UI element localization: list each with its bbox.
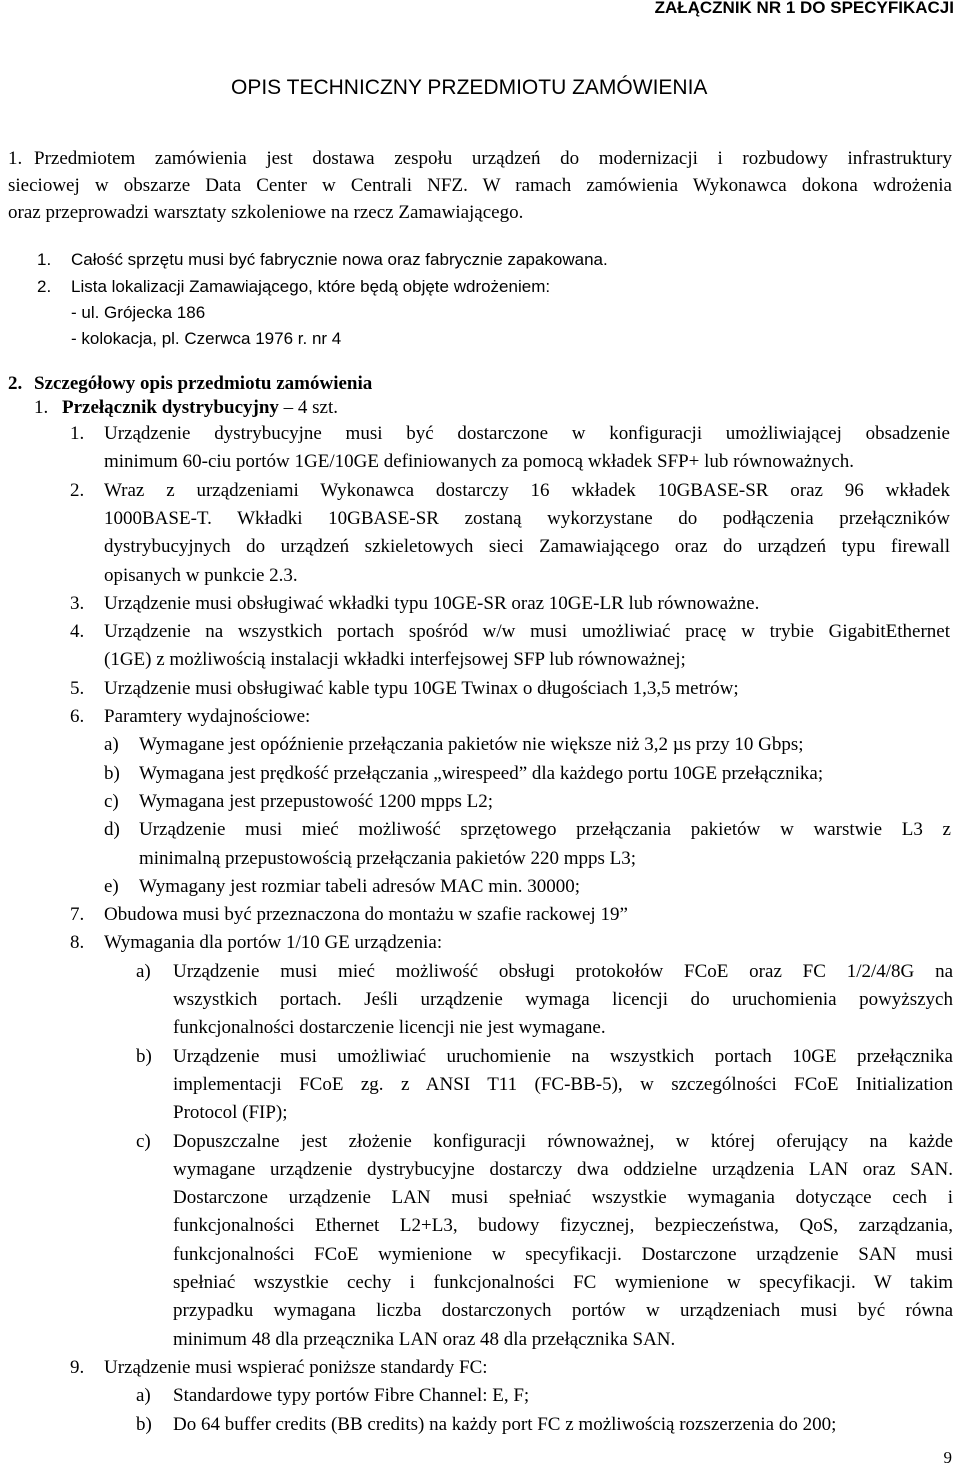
- intro-line-3: oraz przeprowadzi warsztaty szkoleniowe na rzecz Zamawiającego.: [8, 202, 524, 223]
- list-item-number: b): [104, 762, 120, 784]
- subsection-heading: [62, 397, 338, 419]
- list-item-number: 6.: [70, 706, 85, 727]
- intro-item-number: 1.: [37, 250, 52, 269]
- attachment-label: ZAŁĄCZNIK NR 1 DO SPECYFIKACJI: [654, 0, 954, 17]
- list-item-number: a): [136, 960, 151, 982]
- list-item-line: Dopuszczalne jest złożenie konfiguracji równoważnej, w której oferujący na każde: [173, 1130, 953, 1152]
- list-item-line: funkcjonalności FCoE wymienione w specyfikacji. Dostarczone urządzenie SAN musi: [173, 1243, 953, 1265]
- list-item-line: wymagane urządzenie dystrybucyjne dostarczy dwa oddzielne urządzenia LAN oraz SAN.: [173, 1158, 953, 1180]
- list-item-number: c): [104, 790, 119, 812]
- intro-item-text: Całość sprzętu musi być fabrycznie nowa oraz fabrycznie zapakowana.: [71, 250, 608, 269]
- list-item-number: a): [104, 734, 119, 756]
- list-item-line: implementacji FCoE zg. z ANSI T11 (FC-BB-5), w szczególności FCoE Initialization: [173, 1073, 953, 1095]
- subsection-quantity: – 4 szt.: [278, 397, 339, 418]
- list-item-number: e): [104, 875, 119, 897]
- intro-line-2: sieciowej w obszarze Data Center w Centrali NFZ. W ramach zamówienia Wykonawca dokona wdrożenia: [8, 175, 952, 196]
- list-item-line: Wymagana jest prędkość przełączania „wirespeed” dla każdego portu 10GE przełącznika;: [139, 762, 824, 784]
- subsection-title: Przełącznik dystrybucyjny: [62, 397, 279, 418]
- list-item-line: (1GE) z możliwością instalacji wkładki interfejsowej SFP lub równoważnej;: [104, 649, 686, 671]
- list-item-line: Dostarczone urządzenie LAN musi spełniać wszystkie wymagania dotyczące cech i: [173, 1187, 953, 1209]
- intro-item-text: Lista lokalizacji Zamawiającego, które będą objęte wdrożeniem:: [71, 277, 551, 296]
- list-item-line: opisanych w punkcie 2.3.: [104, 564, 298, 586]
- list-item-number: 8.: [70, 932, 85, 954]
- intro-item-number: 2.: [37, 277, 52, 296]
- list-item-number: d): [104, 819, 120, 841]
- list-item-number: 9.: [70, 1356, 85, 1378]
- list-item-line: Urządzenie musi obsługiwać wkładki typu 10GE-SR oraz 10GE-LR lub równoważne.: [104, 592, 760, 614]
- section-number: 2.: [8, 373, 23, 394]
- location-item: - kolokacja, pl. Czerwca 1976 r. nr 4: [71, 329, 342, 348]
- page-number: 9: [943, 1448, 952, 1467]
- list-item-line: Urządzenie na wszystkich portach spośród w/w musi umożliwiać pracę w trybie GigabitEthernet: [104, 621, 950, 643]
- list-item-number: b): [136, 1413, 152, 1435]
- list-item-line: Wymagany jest rozmiar tabeli adresów MAC min. 30000;: [139, 875, 581, 897]
- document-title: OPIS TECHNICZNY PRZEDMIOTU ZAMÓWIENIA: [231, 76, 708, 99]
- list-item-line: spełniać wszystkie cechy i funkcjonalności FC wymienione w specyfikacji. W takim: [173, 1272, 953, 1293]
- list-item-line: minimalną przepustowością przełączania pakietów 220 mpps L3;: [139, 847, 637, 869]
- list-item-line: Wraz z urządzeniami Wykonawca dostarczy 16 wkładek 10GBASE-SR oraz 96 wkładek: [104, 479, 950, 501]
- list-item-line: dystrybucyjnych do urządzeń szkieletowych sieci Zamawiającego oraz do urządzeń typu firewall: [104, 536, 950, 558]
- list-item-line: Standardowe typy portów Fibre Channel: E, F;: [173, 1385, 530, 1407]
- list-item-line: funkcjonalności Ethernet L2+L3, budowy fizycznej, bezpieczeństwa, QoS, zarządzania,: [173, 1215, 953, 1237]
- list-item-line: Urządzenie dystrybucyjne musi być dostarczone w konfiguracji umożliwiającej obsadzenie: [104, 423, 950, 444]
- list-item-line: Wymagana jest przepustowość 1200 mpps L2;: [139, 790, 493, 812]
- list-item-number: 5.: [70, 677, 85, 699]
- list-item-line: funkcjonalności dostarczenie licencji nie jest wymagane.: [173, 1017, 606, 1039]
- list-item-line: Urządzenie musi wspierać poniższe standardy FC:: [104, 1356, 488, 1378]
- subsection-number: 1.: [34, 397, 49, 418]
- list-item-line: Do 64 buffer credits (BB credits) na każdy port FC z możliwością rozszerzenia do 200;: [173, 1413, 837, 1435]
- intro-number: 1.: [8, 148, 23, 169]
- list-item-line: Protocol (FIP);: [173, 1102, 288, 1124]
- list-item-number: 3.: [70, 592, 85, 614]
- location-item: - ul. Grójecka 186: [71, 303, 206, 322]
- list-item-number: 2.: [70, 479, 85, 501]
- list-item-line: 1000BASE-T. Wkładki 10GBASE-SR zostaną wykorzystane do podłączenia przełączników: [104, 507, 950, 529]
- list-item-number: 7.: [70, 904, 85, 926]
- list-item-line: Obudowa musi być przeznaczona do montażu w szafie rackowej 19”: [104, 904, 628, 926]
- list-item-number: 4.: [70, 621, 85, 643]
- list-item-line: Wymagania dla portów 1/10 GE urządzenia:: [104, 932, 443, 954]
- list-item-number: b): [136, 1045, 152, 1067]
- section-title: Szczegółowy opis przedmiotu zamówienia: [34, 373, 373, 394]
- intro-line-1: Przedmiotem zamówienia jest dostawa zespołu urządzeń do modernizacji i rozbudowy infrastruktury: [34, 148, 952, 169]
- list-item-number: 1.: [70, 423, 85, 444]
- list-item-number: a): [136, 1385, 151, 1407]
- list-item-line: minimum 60-ciu portów 1GE/10GE definiowanych za pomocą wkładek SFP+ lub równoważnych.: [104, 451, 854, 473]
- list-item-number: c): [136, 1130, 151, 1152]
- list-item-line: Wymagane jest opóźnienie przełączania pakietów nie większe niż 3,2 µs przy 10 Gbps;: [139, 734, 804, 756]
- list-item-line: wszystkich portach. Jeśli urządzenie wymaga licencji do uruchomienia powyższych: [173, 989, 953, 1010]
- list-item-line: przypadku wymagana liczba dostarczonych portów w urządzeniach musi być równa: [173, 1300, 953, 1322]
- list-item-line: minimum 48 dla przeącznika LAN oraz 48 dla przełącznika SAN.: [173, 1328, 676, 1350]
- list-item-line: Urządzenie musi umożliwiać uruchomienie na wszystkich portach 10GE przełącznika: [173, 1045, 953, 1067]
- list-item-line: Urządzenie musi mieć możliwość sprzętowego przełączania pakietów w warstwie L3 z: [139, 819, 951, 841]
- list-item-line: Urządzenie musi obsługiwać kable typu 10GE Twinax o długościach 1,3,5 metrów;: [104, 677, 739, 699]
- list-item-line: Paramtery wydajnościowe:: [104, 706, 311, 727]
- list-item-line: Urządzenie musi mieć możliwość obsługi protokołów FCoE oraz FC 1/2/4/8G na: [173, 960, 953, 982]
